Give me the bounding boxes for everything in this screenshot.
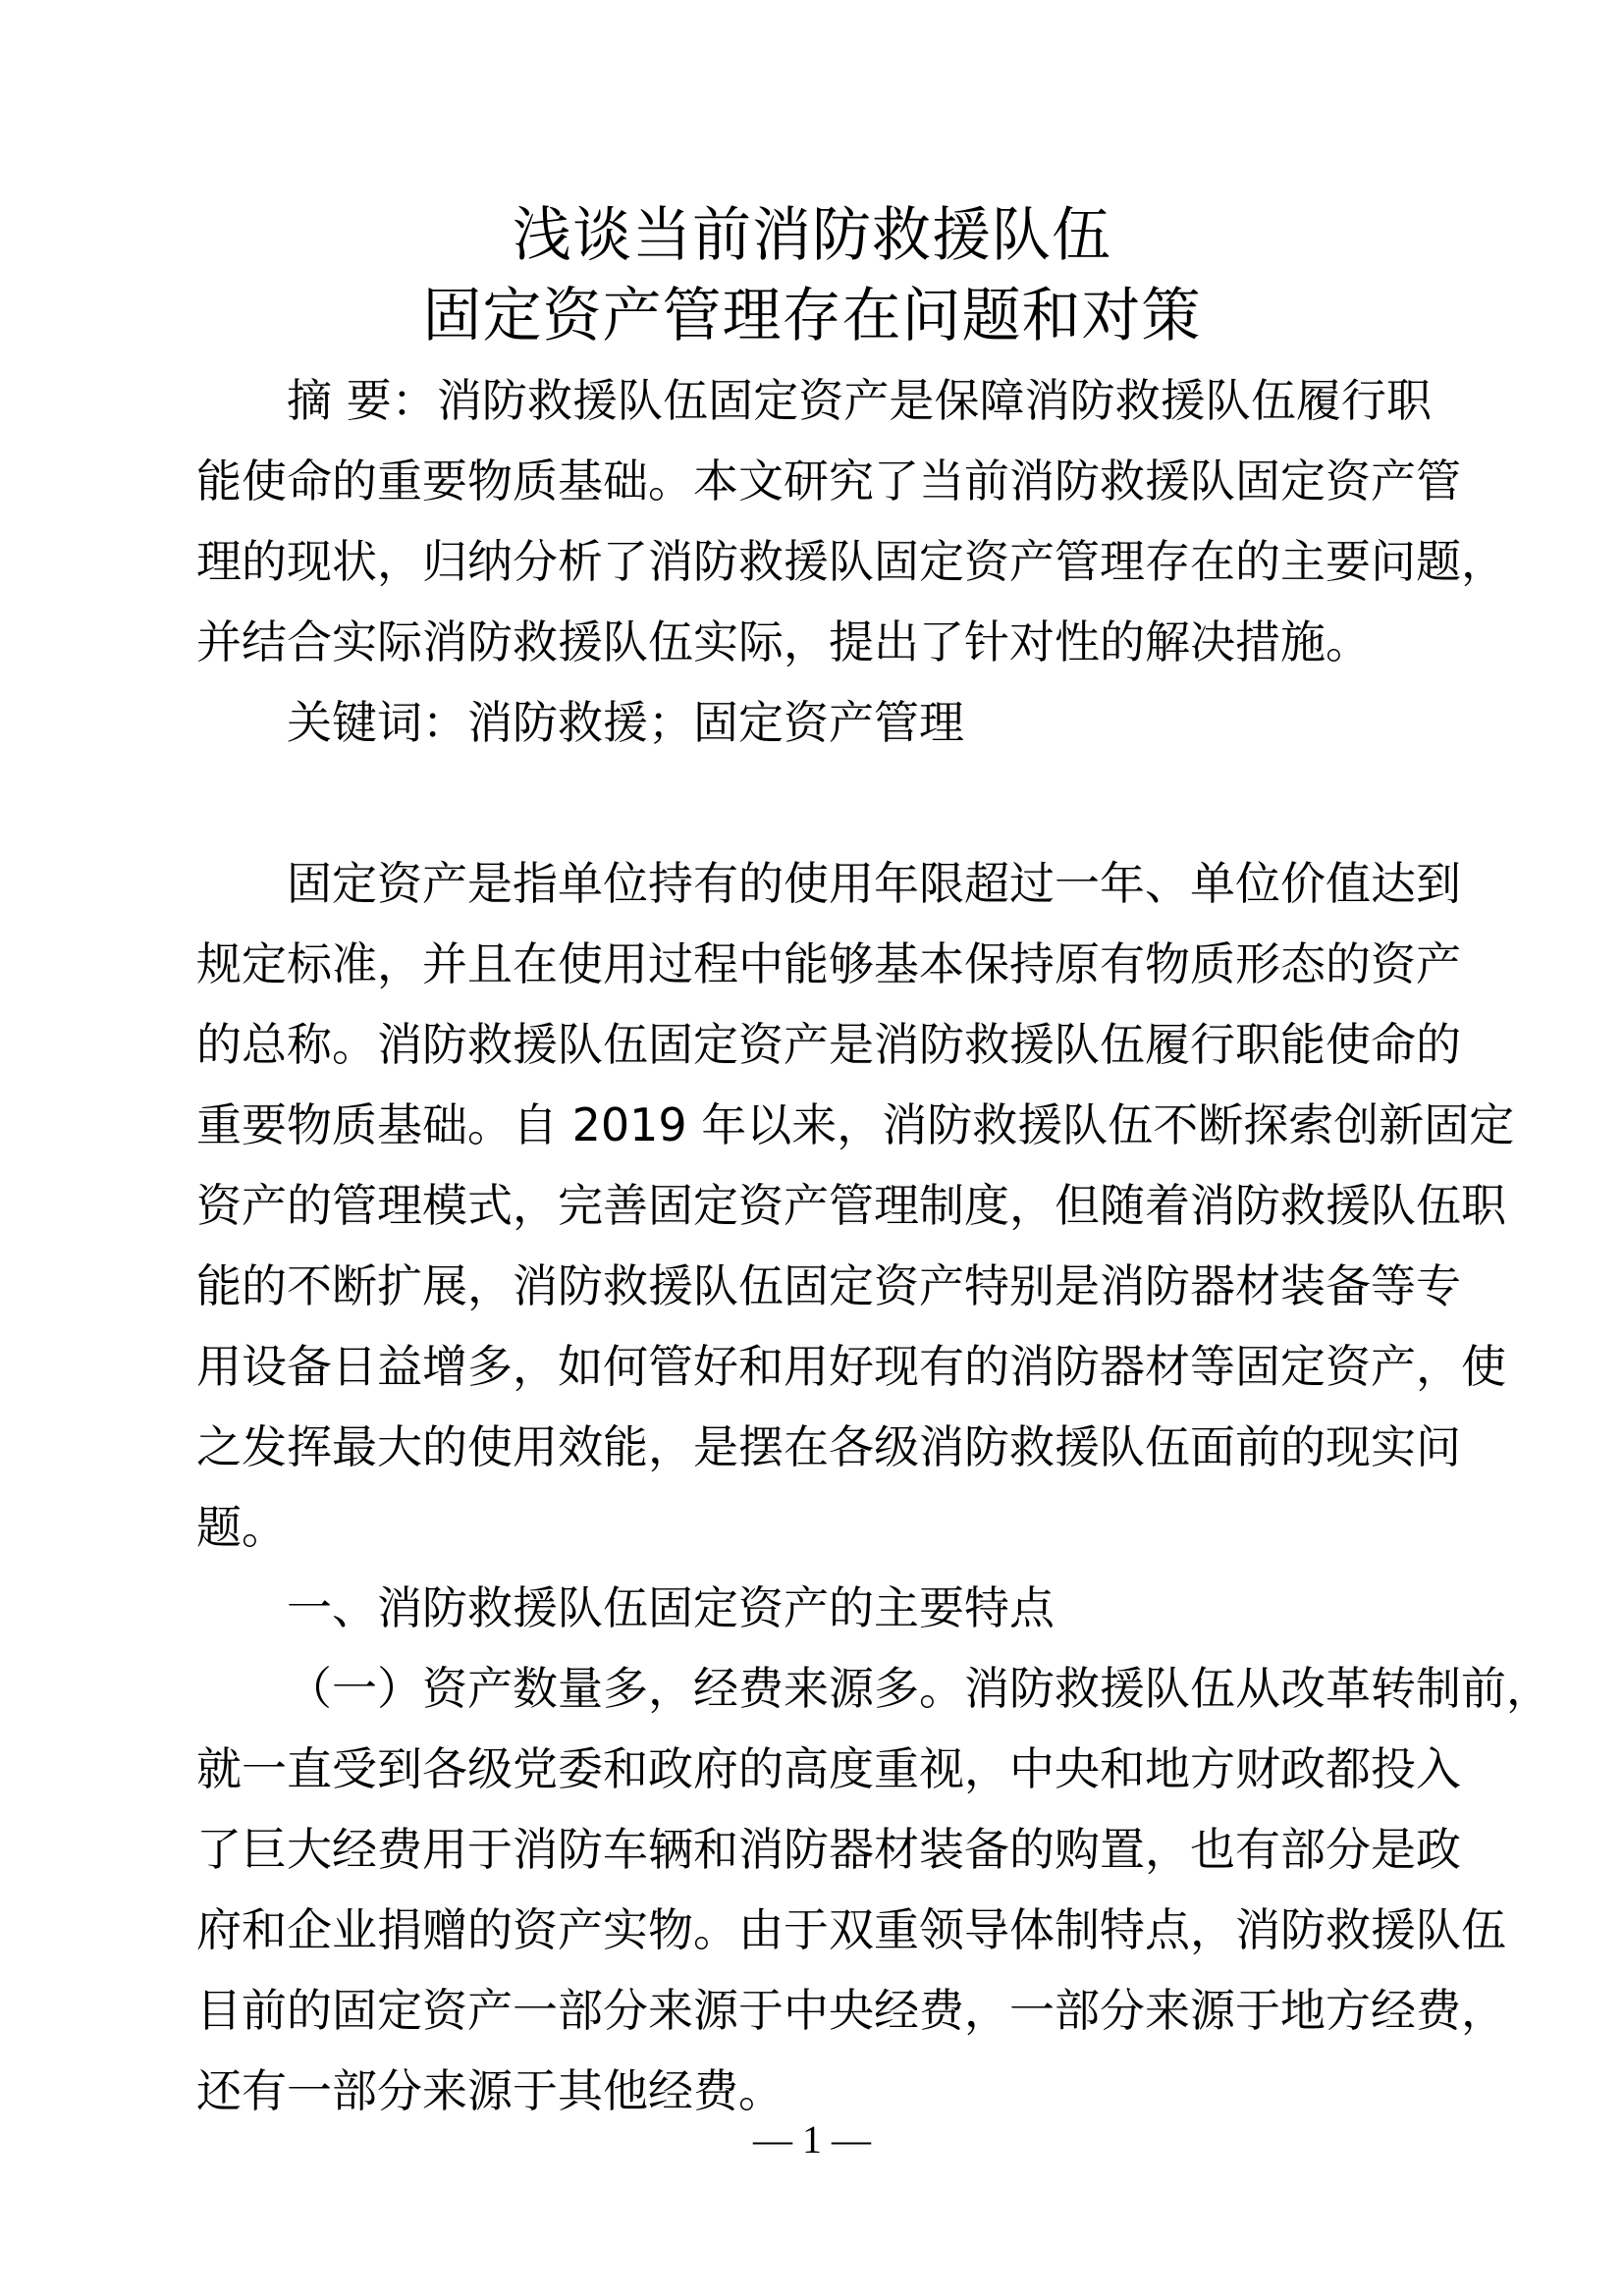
body-p1-line-2: 规定标准，并且在使用过程中能够基本保持原有物质形态的资产: [196, 937, 1461, 990]
subsection-1-line-4: 府和企业捐赠的资产实物。由于双重领导体制特点，消防救援队伍: [196, 1903, 1506, 1956]
body-p1-line-3: 的总称。消防救援队伍固定资产是消防救援队伍履行职能使命的: [196, 1018, 1461, 1071]
subsection-1-line-6: 还有一部分来源于其他经费。: [196, 2064, 784, 2117]
body-p1-line-8: 之发挥最大的使用效能，是摆在各级消防救援队伍面前的现实问: [196, 1420, 1461, 1473]
title-line-1: 浅谈当前消防救援队伍: [513, 201, 1111, 270]
body-p1-line-1: 固定资产是指单位持有的使用年限超过一年、单位价值达到: [287, 857, 1461, 910]
abstract-line-3: 理的现状，归纳分析了消防救援队固定资产管理存在的主要问题，: [196, 535, 1506, 588]
subsection-1-line-5: 目前的固定资产一部分来源于中央经费，一部分来源于地方经费，: [196, 1984, 1506, 2037]
page-number: — 1 —: [753, 2117, 871, 2162]
body-p1-line-6: 能的不断扩展，消防救援队伍固定资产特别是消防器材装备等专: [196, 1259, 1461, 1312]
body-p1-line-5: 资产的管理模式，完善固定资产管理制度，但随着消防救援队伍职: [196, 1179, 1506, 1232]
keywords-line: 关键词：消防救援；固定资产管理: [287, 696, 964, 749]
body-p1-line-4: 重要物质基础。自 2019 年以来，消防救援队伍不断探索创新固定: [196, 1098, 1515, 1151]
section-heading-1: 一、消防救援队伍固定资产的主要特点: [287, 1581, 1055, 1634]
title-line-2: 固定资产管理存在问题和对策: [422, 282, 1202, 350]
body-p1-line-9: 题。: [196, 1501, 287, 1554]
body-p1-line-7: 用设备日益增多，如何管好和用好现有的消防器材等固定资产，使: [196, 1340, 1506, 1393]
subsection-1-line-2: 就一直受到各级党委和政府的高度重视，中央和地方财政都投入: [196, 1742, 1461, 1795]
abstract-line-4: 并结合实际消防救援队伍实际，提出了针对性的解决措施。: [196, 615, 1371, 668]
abstract-line-1: 摘 要：消防救援队伍固定资产是保障消防救援队伍履行职: [287, 374, 1432, 427]
abstract-line-2: 能使命的重要物质基础。本文研究了当前消防救援队固定资产管: [196, 454, 1461, 507]
subsection-1-line-3: 了巨大经费用于消防车辆和消防器材装备的购置，也有部分是政: [196, 1823, 1461, 1876]
subsection-1-line-1: （一）资产数量多，经费来源多。消防救援队伍从改革转制前，: [287, 1662, 1551, 1715]
